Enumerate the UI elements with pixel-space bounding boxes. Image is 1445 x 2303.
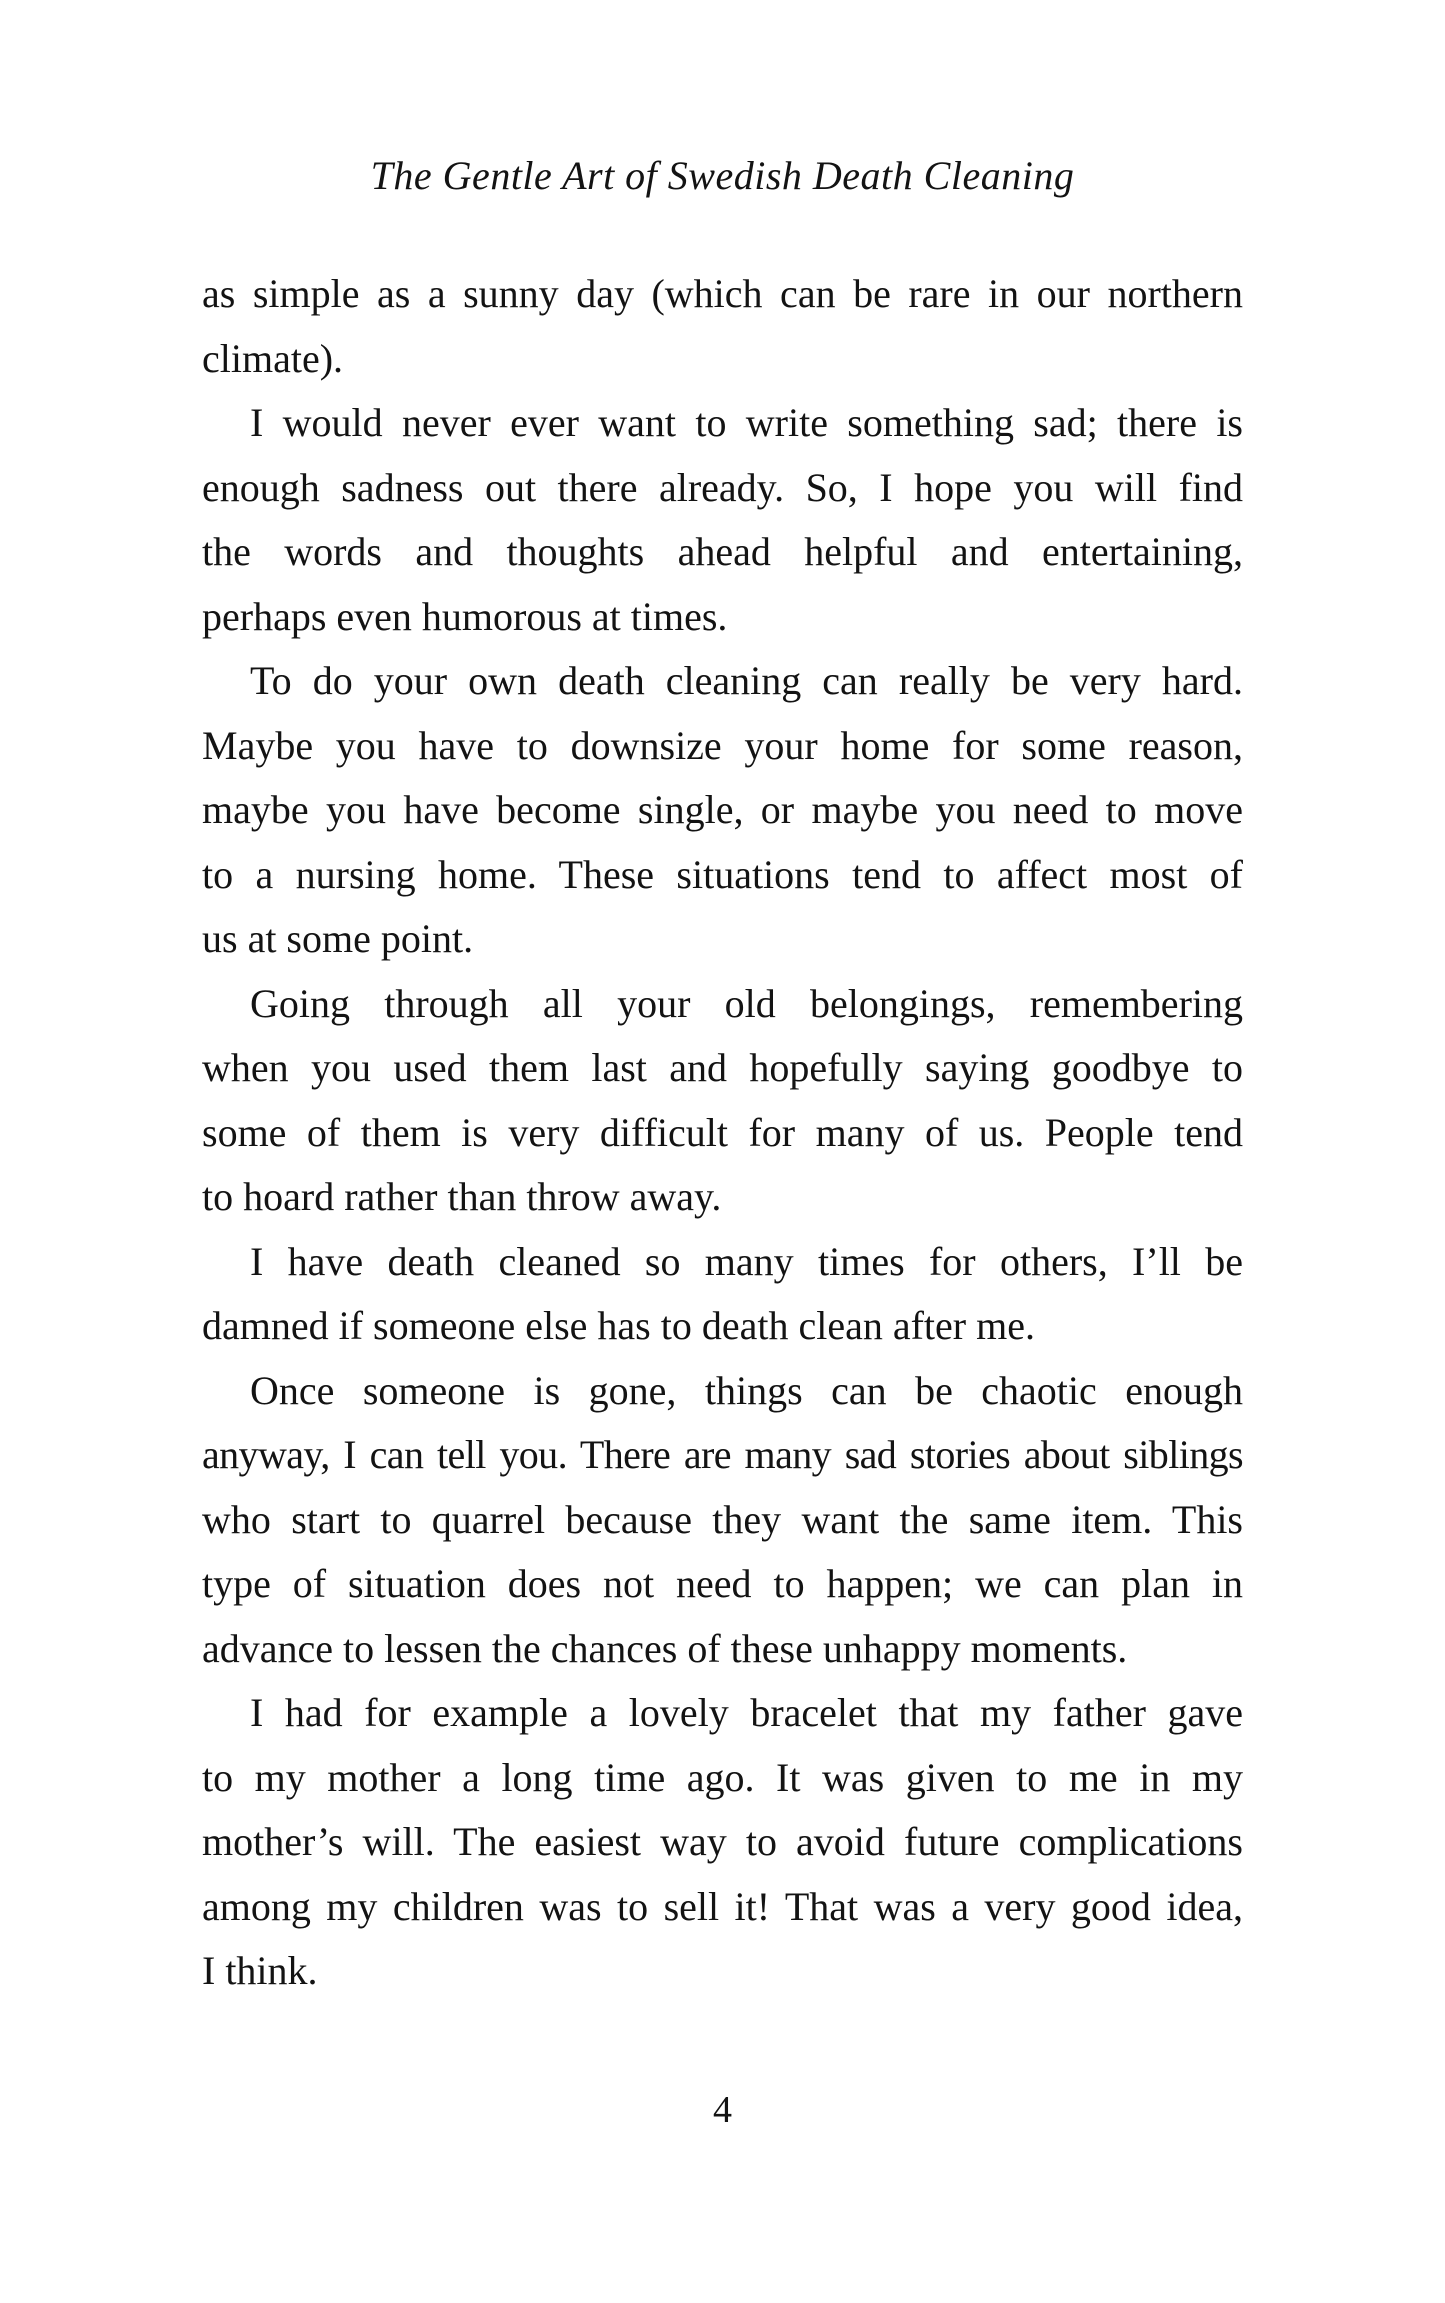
paragraph xyxy=(202,1359,1243,1682)
text-line: To do your own death cleaning can really be very hard. xyxy=(250,658,1243,703)
text-line: I have death cleaned so many times for others, I’ll be xyxy=(250,1238,1243,1284)
paragraph xyxy=(202,972,1243,1230)
text-line: to my mother a long time ago. It was given to me in my xyxy=(202,1754,1243,1800)
text-line: the words and thoughts ahead helpful and entertaining, xyxy=(202,529,1243,574)
text-line: maybe you have become single, or maybe you need to move xyxy=(202,787,1243,832)
text-line: some of them is very difficult for many of us. People tend xyxy=(202,1109,1243,1155)
text-line: perhaps even humorous at times. xyxy=(202,593,728,639)
page-number: 4 xyxy=(713,2089,732,2131)
text-line: when you used them last and hopefully saying goodbye to xyxy=(202,1045,1243,1090)
text-line: enough sadness out there already. So, I hope you will find xyxy=(202,464,1243,510)
paragraph xyxy=(202,649,1243,972)
paragraph xyxy=(202,391,1243,649)
text-line: I would never ever want to write something sad; there is xyxy=(250,400,1243,445)
text-line: to a nursing home. These situations tend to affect most of xyxy=(202,851,1243,897)
running-header: The Gentle Art of Swedish Death Cleaning xyxy=(370,153,1075,198)
body-text xyxy=(202,262,1243,2004)
text-line: Maybe you have to downsize your home for some reason, xyxy=(202,722,1243,768)
text-line: to hoard rather than throw away. xyxy=(202,1174,722,1219)
text-line: Going through all your old belongings, remembering xyxy=(250,980,1243,1026)
text-line: who start to quarrel because they want the same item. This xyxy=(202,1496,1243,1542)
text-line: Once someone is gone, things can be chaotic enough xyxy=(250,1367,1243,1413)
text-line: I think. xyxy=(202,1948,318,1993)
paragraph xyxy=(202,1681,1243,2004)
text-line: I had for example a lovely bracelet that my father gave xyxy=(250,1690,1243,1735)
paragraph xyxy=(202,262,1243,391)
text-line: as simple as a sunny day (which can be rare in our northern xyxy=(202,271,1243,316)
paragraph xyxy=(202,1230,1243,1359)
text-line: anyway, I can tell you. There are many sad stories about siblings xyxy=(202,1432,1243,1477)
text-line: type of situation does not need to happen; we can plan in xyxy=(202,1561,1243,1606)
text-line: damned if someone else has to death clean after me. xyxy=(202,1303,1035,1348)
text-line: advance to lessen the chances of these unhappy moments. xyxy=(202,1625,1128,1671)
text-line: mother’s will. The easiest way to avoid future complications xyxy=(202,1819,1243,1864)
text-line: us at some point. xyxy=(202,916,474,961)
text-line: climate). xyxy=(202,335,344,381)
text-line: among my children was to sell it! That was a very good idea, xyxy=(202,1883,1243,1929)
